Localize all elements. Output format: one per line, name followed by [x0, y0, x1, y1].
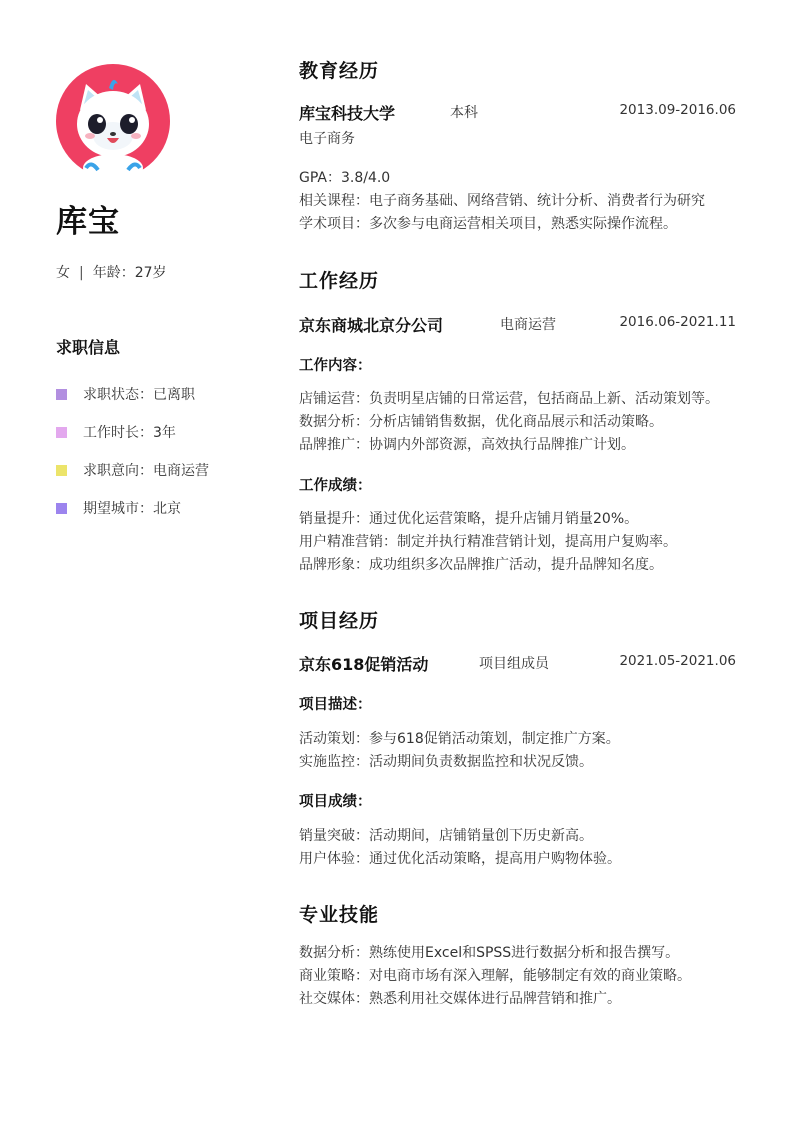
work-date: 2016.06-2021.11	[619, 314, 736, 330]
project-title: 项目经历	[299, 610, 380, 632]
gender: 女	[56, 265, 70, 281]
project-date: 2021.05-2021.06	[619, 653, 736, 669]
project-desc-line: 实施监控：活动期间负责数据监控和状况反馈。	[299, 754, 593, 770]
project-header	[299, 652, 736, 674]
project-role: 项目组成员	[479, 656, 549, 672]
education-title: 教育经历	[299, 60, 380, 82]
education-line: 相关课程：电子商务基础、网络营销、统计分析、消费者行为研究	[299, 193, 705, 209]
skill-line: 数据分析：熟练使用Excel和SPSS进行数据分析和报告撰写。	[299, 945, 680, 961]
left-column	[0, 0, 280, 1121]
square-bullet-icon	[56, 389, 67, 400]
project-result-line: 销量突破：活动期间，店铺销量创下历史新高。	[299, 828, 593, 844]
work-header	[299, 313, 736, 335]
education-header	[299, 101, 736, 123]
company-name: 京东商城北京分公司	[299, 316, 444, 335]
major: 电子商务	[299, 131, 355, 147]
work-achieve-title: 工作成绩：	[299, 478, 372, 494]
separator: |	[79, 265, 84, 281]
square-bullet-icon	[56, 465, 67, 476]
school-name: 库宝科技大学	[299, 104, 396, 123]
project-result-title: 项目成绩：	[299, 794, 372, 810]
skills-title: 专业技能	[299, 904, 380, 926]
degree: 本科	[450, 105, 478, 121]
work-content-line: 数据分析：分析店铺销售数据，优化商品展示和活动策略。	[299, 414, 663, 430]
job-info-text: 工作时长：3年	[83, 425, 176, 441]
basic-info	[56, 262, 167, 282]
age: 年龄：27岁	[92, 265, 167, 281]
job-info-text: 求职状态：已离职	[83, 387, 195, 403]
work-achieve-line: 品牌形象：成功组织多次品牌推广活动，提升品牌知名度。	[299, 557, 663, 573]
square-bullet-icon	[56, 427, 67, 438]
skill-line: 社交媒体：熟悉利用社交媒体进行品牌营销和推广。	[299, 991, 621, 1007]
work-content-line: 品牌推广：协调内外部资源，高效执行品牌推广计划。	[299, 437, 635, 453]
project-desc-line: 活动策划：参与618促销活动策划，制定推广方案。	[299, 731, 620, 747]
job-info-text: 求职意向：电商运营	[83, 463, 209, 479]
job-info-text: 期望城市：北京	[83, 501, 181, 517]
skill-line: 商业策略：对电商市场有深入理解，能够制定有效的商业策略。	[299, 968, 691, 984]
work-content-line: 店铺运营：负责明星店铺的日常运营，包括商品上新、活动策划等。	[299, 391, 719, 407]
education-date: 2013.09-2016.06	[619, 102, 736, 118]
project-name: 京东618促销活动	[299, 655, 429, 674]
candidate-name: 库宝	[56, 204, 120, 240]
work-achieve-line: 用户精准营销：制定并执行精准营销计划，提高用户复购率。	[299, 534, 677, 550]
work-title: 工作经历	[299, 270, 380, 292]
job-info-title: 求职信息	[56, 338, 121, 357]
square-bullet-icon	[56, 503, 67, 514]
work-achieve-line: 销量提升：通过优化运营策略，提升店铺月销量20%。	[299, 511, 639, 527]
project-desc-title: 项目描述：	[299, 697, 372, 713]
avatar	[56, 64, 170, 178]
education-line: 学术项目：多次参与电商运营相关项目，熟悉实际操作流程。	[299, 216, 677, 232]
position: 电商运营	[500, 317, 556, 333]
education-line: GPA：3.8/4.0	[299, 170, 391, 186]
project-result-line: 用户体验：通过优化活动策略，提高用户购物体验。	[299, 851, 621, 867]
work-content-title: 工作内容：	[299, 358, 372, 374]
